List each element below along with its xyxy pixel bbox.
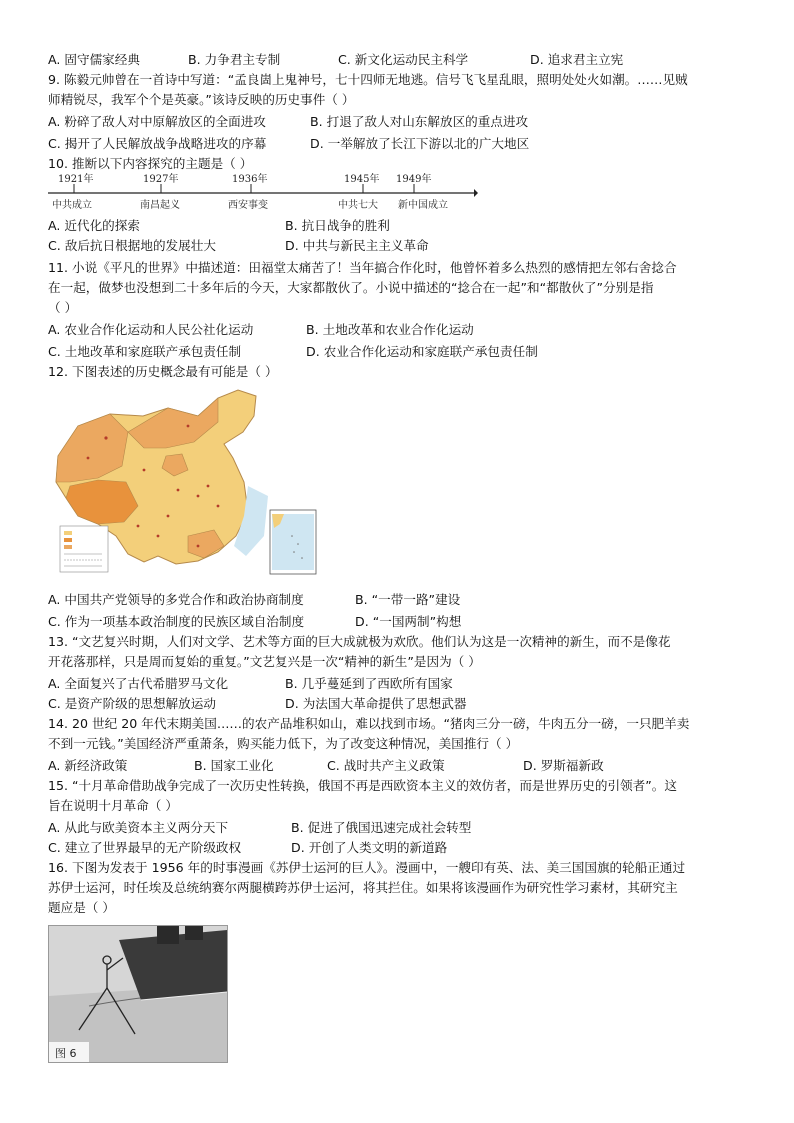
q9-option-b: B. 打退了敌人对山东解放区的重点进攻 — [310, 114, 529, 129]
q15-option-b: B. 促进了俄国迅速完成社会转型 — [291, 820, 472, 835]
q12-option-c: C. 作为一项基本政治制度的民族区域自治制度 — [48, 614, 305, 629]
q14-stem-line1: 14. 20 世纪 20 年代末期美国……的农产品堆积如山，难以找到市场。“猪肉三分一磅，牛肉五分一磅，一只肥羊卖 — [48, 716, 690, 731]
q11-stem-line2: 在一起，做梦也没想到二十多年后的今天，大家都散伙了。小说中描述的“捻合在一起”和“都散伙了”分别是指 — [48, 280, 654, 295]
timeline-event-1927: 南昌起义 — [140, 200, 180, 211]
china-map-figure — [48, 386, 323, 586]
q15-option-a: A. 从此与欧美资本主义两分天下 — [48, 820, 229, 835]
q14-option-c: C. 战时共产主义政策 — [327, 758, 445, 773]
q15-option-c: C. 建立了世界最早的无产阶级政权 — [48, 840, 242, 855]
q11-option-a: A. 农业合作化运动和人民公社化运动 — [48, 322, 254, 337]
suez-cartoon-figure — [48, 925, 228, 1063]
q12-stem: 12. 下图表述的历史概念最有可能是（ ） — [48, 364, 278, 379]
timeline-event-1949: 新中国成立 — [398, 200, 448, 211]
q12-option-b: B. “一带一路”建设 — [355, 592, 461, 607]
q13-option-b: B. 几乎蔓延到了西欧所有国家 — [285, 676, 453, 691]
q11-option-c: C. 土地改革和家庭联产承包责任制 — [48, 344, 242, 359]
q10-timeline — [48, 172, 478, 212]
q8-option-d: D. 追求君主立宪 — [530, 52, 624, 67]
q12-option-a: A. 中国共产党领导的多党合作和政治协商制度 — [48, 592, 304, 607]
q13-stem-line1: 13. “文艺复兴时期，人们对文学、艺术等方面的巨大成就极为欢欣。他们认为这是一次精神的新生，而不是像花 — [48, 634, 671, 649]
q8-option-a: A. 固守儒家经典 — [48, 52, 140, 67]
timeline-year-1949: 1949年 — [396, 174, 432, 185]
timeline-year-1921: 1921年 — [58, 174, 94, 185]
q14-option-b: B. 国家工业化 — [194, 758, 274, 773]
timeline-year-1927: 1927年 — [143, 174, 179, 185]
q15-stem-line2: 旨在说明十月革命（ ） — [48, 798, 178, 813]
timeline-event-1945: 中共七大 — [338, 200, 378, 211]
timeline-event-1936: 西安事变 — [228, 200, 268, 211]
q10-option-d: D. 中共与新民主主义革命 — [285, 238, 429, 253]
q15-stem-line1: 15. “十月革命借助战争完成了一次历史性转换，俄国不再是西欧资本主义的效仿者，而是世界历史的引领者”。这 — [48, 778, 677, 793]
q10-option-c: C. 敌后抗日根据地的发展壮大 — [48, 238, 216, 253]
q14-option-a: A. 新经济政策 — [48, 758, 128, 773]
q16-stem-line2: 苏伊士运河，时任埃及总统纳赛尔两腿横跨苏伊士运河，将其拦住。如果将该漫画作为研究性学习素材，其研究主 — [48, 880, 678, 895]
q10-option-a: A. 近代化的探索 — [48, 218, 140, 233]
q11-stem-line1: 11. 小说《平凡的世界》中描述道：田福堂太痛苦了！当年搞合作化时，他曾怀着多么热烈的感情把左邻右舍捻合 — [48, 260, 677, 275]
q9-option-d: D. 一举解放了长江下游以北的广大地区 — [310, 136, 530, 151]
q16-stem-line3: 题应是（ ） — [48, 900, 115, 915]
q8-option-b: B. 力争君主专制 — [188, 52, 281, 67]
q10-option-b: B. 抗日战争的胜利 — [285, 218, 390, 233]
q8-option-c: C. 新文化运动民主科学 — [338, 52, 469, 67]
q16-stem-line1: 16. 下图为发表于 1956 年的时事漫画《苏伊士运河的巨人》。漫画中，一艘印有英、法、美三国国旗的轮船正通过 — [48, 860, 686, 875]
q12-option-d: D. “一国两制”构想 — [355, 614, 462, 629]
q13-stem-line2: 开花落那样，只是周而复始的重复。”文艺复兴是一次“精神的新生”是因为（ ） — [48, 654, 481, 669]
q11-option-d: D. 农业合作化运动和家庭联产承包责任制 — [306, 344, 538, 359]
figure-caption: 图 6 — [55, 1047, 77, 1060]
q9-option-a: A. 粉碎了敌人对中原解放区的全面进攻 — [48, 114, 266, 129]
q14-stem-line2: 不到一元钱。”美国经济严重萧条，购买能力低下，为了改变这种情况，美国推行（ ） — [48, 736, 519, 751]
timeline-year-1936: 1936年 — [232, 174, 268, 185]
q9-stem-line2: 师精锐尽，我军个个是英豪。”该诗反映的历史事件（ ） — [48, 92, 355, 107]
q11-option-b: B. 土地改革和农业合作化运动 — [306, 322, 474, 337]
q9-stem-line1: 9. 陈毅元帅曾在一首诗中写道：“孟良崮上鬼神号，七十四师无地逃。信号飞飞星乱眼，照明处处火如潮。……见贼 — [48, 72, 688, 87]
timeline-event-1921: 中共成立 — [52, 200, 92, 211]
timeline-year-1945: 1945年 — [344, 174, 380, 185]
q13-option-c: C. 是资产阶级的思想解放运动 — [48, 696, 216, 711]
q13-option-a: A. 全面复兴了古代希腊罗马文化 — [48, 676, 229, 691]
q15-option-d: D. 开创了人类文明的新道路 — [291, 840, 448, 855]
q13-option-d: D. 为法国大革命提供了思想武器 — [285, 696, 467, 711]
q14-option-d: D. 罗斯福新政 — [523, 758, 604, 773]
q11-stem-line3: （ ） — [48, 300, 78, 315]
q10-stem: 10. 推断以下内容探究的主题是（ ） — [48, 156, 253, 171]
q9-option-c: C. 揭开了人民解放战争战略进攻的序幕 — [48, 136, 267, 151]
